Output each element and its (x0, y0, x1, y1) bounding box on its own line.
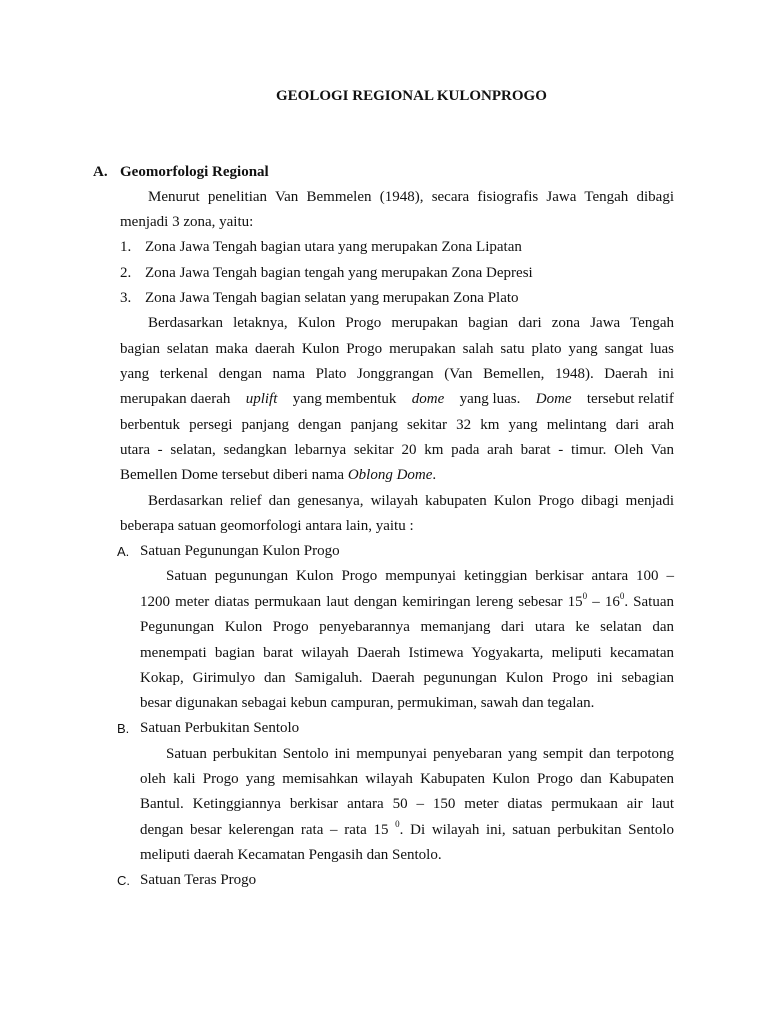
section-a-marker: A. (93, 164, 108, 180)
text-run: yang membentuk (292, 391, 397, 407)
degree-superscript: 0 (395, 819, 400, 829)
paragraph-line: Berdasarkan letaknya, Kulon Progo merupakan bagian dari zona Jawa Tengah (148, 315, 674, 331)
intro-line: Menurut penelitian Van Bemmelen (1948), secara fisiografis Jawa Tengah dibagi (148, 189, 674, 205)
degree-superscript: 0 (619, 591, 625, 601)
italic-term: dome (411, 391, 445, 407)
zone-item: Zona Jawa Tengah bagian selatan yang merupakan Zona Plato (145, 290, 519, 306)
paragraph-line: yang terkenal dengan nama Plato Jonggrangan (Van Bemellen, 1948). Daerah ini (120, 366, 674, 382)
text-run: – 16 (587, 594, 620, 610)
unit-b-heading: Satuan Perbukitan Sentolo (140, 720, 300, 736)
paragraph-line: Berdasarkan relief dan genesanya, wilayah kabupaten Kulon Progo dibagi menjadi (148, 493, 674, 509)
text-run: . (432, 467, 437, 483)
paragraph-line: Kokap, Girimulyo dan Samigaluh. Daerah pegunungan Kulon Progo ini sebagian (140, 670, 674, 686)
text-run: . Di wilayah ini, satuan perbukitan Sentolo (399, 822, 675, 838)
paragraph-line: Satuan perbukitan Sentolo ini mempunyai penyebaran yang sempit dan terpotong (166, 746, 674, 762)
text-run: dengan besar kelerengan rata – rata 15 (140, 822, 389, 838)
italic-term: Dome (535, 391, 572, 407)
text-run: Bemellen Dome tersebut diberi nama (120, 467, 345, 483)
paragraph-line: meliputi daerah Kecamatan Pengasih dan Sentolo. (140, 847, 442, 863)
zone-number: 3. (120, 290, 132, 306)
zone-item: Zona Jawa Tengah bagian tengah yang merupakan Zona Depresi (145, 265, 533, 281)
italic-term: Oblong Dome (347, 467, 433, 483)
unit-c-heading: Satuan Teras Progo (140, 872, 257, 888)
text-run: merupakan daerah (120, 391, 231, 407)
zone-number: 1. (120, 239, 132, 255)
paragraph-line (140, 821, 674, 839)
page-title: GEOLOGI REGIONAL KULONPROGO (276, 88, 547, 104)
paragraph-line (120, 390, 674, 408)
paragraph-line: oleh kali Progo yang memisahkan wilayah Kabupaten Kulon Progo dan Kabupaten (140, 771, 674, 787)
paragraph-line: menempati bagian barat wilayah Daerah Istimewa Yogyakarta, meliputi kecamatan (140, 645, 674, 661)
text-run: tersebut relatif (586, 391, 674, 407)
paragraph-line: bagian selatan maka daerah Kulon Progo merupakan salah satu plato yang sangat luas (120, 341, 674, 357)
italic-term: uplift (245, 391, 278, 407)
unit-c-marker: C. (117, 873, 130, 888)
paragraph-line (120, 466, 436, 484)
text-run: 1200 meter diatas permukaan laut dengan kemiringan lereng sebesar 15 (140, 594, 583, 610)
text-run: yang luas. (459, 391, 521, 407)
degree-superscript: 0 (582, 591, 588, 601)
paragraph-line: utara - selatan, sedangkan lebarnya sekitar 20 km pada arah barat - timur. Oleh Van (120, 442, 674, 458)
paragraph-line: beberapa satuan geomorfologi antara lain, yaitu : (120, 518, 414, 534)
paragraph-line: besar digunakan sebagai kebun campuran, permukiman, sawah dan tegalan. (140, 695, 595, 711)
paragraph-line: Satuan pegunungan Kulon Progo mempunyai ketinggian berkisar antara 100 – (166, 568, 674, 584)
zone-item: Zona Jawa Tengah bagian utara yang merupakan Zona Lipatan (145, 239, 522, 255)
paragraph-line (140, 593, 674, 611)
unit-b-marker: B. (117, 721, 130, 736)
unit-a-marker: A. (117, 544, 130, 559)
paragraph-line: Pegunungan Kulon Progo penyebarannya memanjang dari utara ke selatan dan (140, 619, 674, 635)
zone-number: 2. (120, 265, 132, 281)
intro-line: menjadi 3 zona, yaitu: (120, 214, 254, 230)
unit-a-heading: Satuan Pegunungan Kulon Progo (140, 543, 340, 559)
text-run: . Satuan (624, 594, 675, 610)
paragraph-line: berbentuk persegi panjang dengan panjang sekitar 32 km yang melintang dari arah (120, 417, 674, 433)
section-a-heading: Geomorfologi Regional (120, 164, 269, 180)
paragraph-line: Bantul. Ketinggiannya berkisar antara 50 – 150 meter diatas permukaan air laut (140, 796, 674, 812)
